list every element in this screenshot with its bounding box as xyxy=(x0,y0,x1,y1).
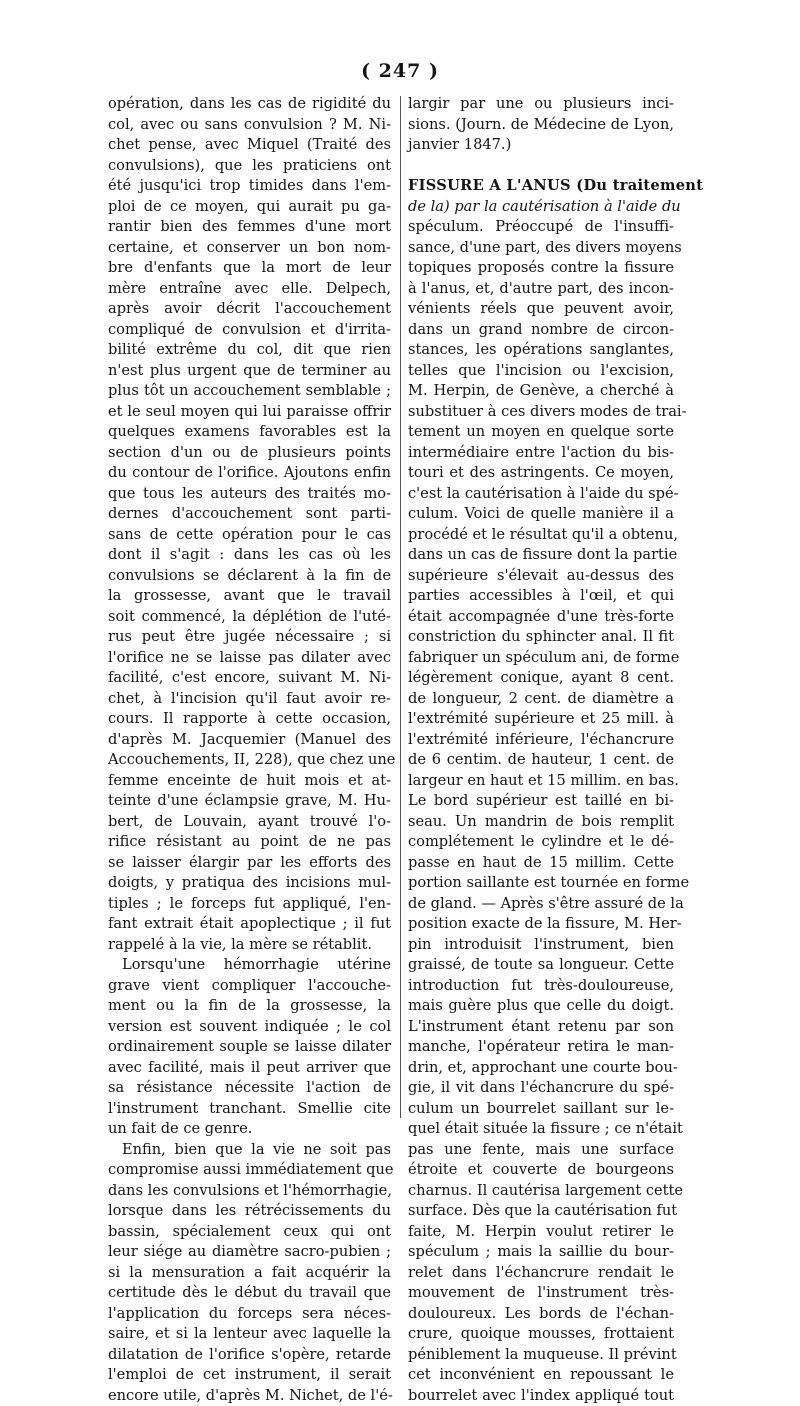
text-line: que tous les auteurs des traités mo- xyxy=(108,484,391,505)
text-line: convulsions), que les praticiens ont xyxy=(108,156,391,177)
text-line: l'instrument tranchant. Smellie cite xyxy=(108,1099,391,1120)
text-line: d'après M. Jacquemier (Manuel des xyxy=(108,730,391,751)
text-line: intermédiaire entre l'action du bis- xyxy=(408,443,674,464)
text-line: légèrement conique, ayant 8 cent. xyxy=(408,668,674,689)
text-line: dans un grand nombre de circon- xyxy=(408,320,674,341)
text-line: ment ou la fin de la grossesse, la xyxy=(108,996,391,1017)
text-line: ploi de ce moyen, qui aurait pu ga- xyxy=(108,197,391,218)
text-line: chet pense, avec Miquel (Traité des xyxy=(108,135,391,156)
text-line: relet dans l'échancrure rendait le xyxy=(408,1263,674,1284)
text-line: stances, les opérations sanglantes, xyxy=(408,340,674,361)
text-line: quelques examens favorables est la xyxy=(108,422,391,443)
text-line: touri et des astringents. Ce moyen, xyxy=(408,463,674,484)
text-line: largeur en haut et 15 millim. en bas. xyxy=(408,771,674,792)
text-line: lorsque dans les rétrécissements du xyxy=(108,1201,391,1222)
text-line: avec facilité, mais il peut arriver que xyxy=(108,1058,391,1079)
text-line: teinte d'une éclampsie grave, M. Hu- xyxy=(108,791,391,812)
text-line: dernes d'accouchement sont parti- xyxy=(108,504,391,525)
text-line: l'application du forceps sera néces- xyxy=(108,1304,391,1325)
text-line: seau. Un mandrin de bois remplit xyxy=(408,812,674,833)
text-line: Accouchements, II, 228), que chez une xyxy=(108,750,391,771)
text-line: constriction du sphincter anal. Il fit xyxy=(408,627,674,648)
text-line: complétement le cylindre et le dé- xyxy=(408,832,674,853)
text-line: faite, M. Herpin voulut retirer le xyxy=(408,1222,674,1243)
text-line: position exacte de la fissure, M. Her- xyxy=(408,914,674,935)
text-line: supérieure s'élevait au-dessus des xyxy=(408,566,674,587)
text-line: leur siége au diamètre sacro-pubien ; xyxy=(108,1242,391,1263)
text-line: était accompagnée d'une très-forte xyxy=(408,607,674,628)
text-line: plus tôt un accouchement semblable ; xyxy=(108,381,391,402)
text-line: sions. (Journ. de Médecine de Lyon, xyxy=(408,115,674,136)
left-column xyxy=(108,94,391,1406)
text-line: telles que l'incision ou l'excision, xyxy=(408,361,674,382)
right-column xyxy=(408,94,674,1406)
column-divider xyxy=(400,96,401,1118)
text-line: janvier 1847.) xyxy=(408,135,674,156)
text-line: Le bord supérieur est taillé en bi- xyxy=(408,791,674,812)
text-line: culum. Voici de quelle manière il a xyxy=(408,504,674,525)
text-line: saire, et si la lenteur avec laquelle la xyxy=(108,1324,391,1345)
text-line: certaine, et conserver un bon nom- xyxy=(108,238,391,259)
text-line: de 6 centim. de hauteur, 1 cent. de xyxy=(408,750,674,771)
text-line: mais guère plus que celle du doigt. xyxy=(408,996,674,1017)
text-line: section d'un ou de plusieurs points xyxy=(108,443,391,464)
text-line: été jusqu'ici trop timides dans l'em- xyxy=(108,176,391,197)
text-line: fabriquer un spéculum ani, de forme xyxy=(408,648,674,669)
text-line: manche, l'opérateur retira le man- xyxy=(408,1037,674,1058)
text-line: l'extrémité supérieure et 25 mill. à xyxy=(408,709,674,730)
text-line: ordinairement souple se laisse dilater xyxy=(108,1037,391,1058)
text-line: bre d'enfants que la mort de leur xyxy=(108,258,391,279)
text-line: introduction fut très-douloureuse, xyxy=(408,976,674,997)
text-line: compliqué de convulsion et d'irrita- xyxy=(108,320,391,341)
text-line: Enfin, bien que la vie ne soit pas xyxy=(108,1140,391,1161)
text-line: pas une fente, mais une surface xyxy=(408,1140,674,1161)
text-line: bilité extrême du col, dit que rien xyxy=(108,340,391,361)
text-line: convulsions se déclarent à la fin de xyxy=(108,566,391,587)
text-line: dans les convulsions et l'hémorrhagie, xyxy=(108,1181,391,1202)
text-line: la grossesse, avant que le travail xyxy=(108,586,391,607)
page-number: ( 247 ) xyxy=(0,60,800,82)
text-line: de la) par la cautérisation à l'aide du xyxy=(408,197,674,218)
text-line: dans un cas de fissure dont la partie xyxy=(408,545,674,566)
text-line: compromise aussi immédiatement que xyxy=(108,1160,391,1181)
text-line: rifice résistant au point de ne pas xyxy=(108,832,391,853)
text-line: largir par une ou plusieurs inci- xyxy=(408,94,674,115)
text-line: rantir bien des femmes d'une mort xyxy=(108,217,391,238)
text-line: l'orifice ne se laisse pas dilater avec xyxy=(108,648,391,669)
text-line: cet inconvénient en repoussant le xyxy=(408,1365,674,1386)
text-line: soit commencé, la déplétion de l'uté- xyxy=(108,607,391,628)
text-line: du contour de l'orifice. Ajoutons enfin xyxy=(108,463,391,484)
text-line: grave vient compliquer l'accouche- xyxy=(108,976,391,997)
text-line: après avoir décrit l'accouchement xyxy=(108,299,391,320)
text-line: drin, et, approchant une courte bou- xyxy=(408,1058,674,1079)
text-line: version est souvent indiquée ; le col xyxy=(108,1017,391,1038)
text-line: charnus. Il cautérisa largement cette xyxy=(408,1181,674,1202)
text-line: substituer à ces divers modes de trai- xyxy=(408,402,674,423)
text-line: parties accessibles à l'œil, et qui xyxy=(408,586,674,607)
text-line: pin introduisit l'instrument, bien xyxy=(408,935,674,956)
text-line: Lorsqu'une hémorrhagie utérine xyxy=(108,955,391,976)
text-line: col, avec ou sans convulsion ? M. Ni- xyxy=(108,115,391,136)
text-line: sans de cette opération pour le cas xyxy=(108,525,391,546)
text-line: douloureux. Les bords de l'échan- xyxy=(408,1304,674,1325)
text-line: étroite et couverte de bourgeons xyxy=(408,1160,674,1181)
text-line: graissé, de toute sa longueur. Cette xyxy=(408,955,674,976)
text-line: cours. Il rapporte à cette occasion, xyxy=(108,709,391,730)
text-line: tement un moyen en quelque sorte xyxy=(408,422,674,443)
text-line: à l'anus, et, d'autre part, des incon- xyxy=(408,279,674,300)
text-line: c'est la cautérisation à l'aide du spé- xyxy=(408,484,674,505)
text-line: portion saillante est tournée en forme xyxy=(408,873,674,894)
text-line: L'instrument étant retenu par son xyxy=(408,1017,674,1038)
text-line: rappelé à la vie, la mère se rétablit. xyxy=(108,935,391,956)
text-line: bourrelet avec l'index appliqué tout xyxy=(408,1386,674,1406)
text-line: doigts, y pratiqua des incisions mul- xyxy=(108,873,391,894)
text-line: l'emploi de cet instrument, il serait xyxy=(108,1365,391,1386)
text-line: dont il s'agit : dans les cas où les xyxy=(108,545,391,566)
text-line: de gland. — Après s'être assuré de la xyxy=(408,894,674,915)
text-line: surface. Dès que la cautérisation fut xyxy=(408,1201,674,1222)
text-line: spéculum ; mais la saillie du bour- xyxy=(408,1242,674,1263)
text-line: si la mensuration a fait acquérir la xyxy=(108,1263,391,1284)
text-line: certitude dès le début du travail que xyxy=(108,1283,391,1304)
text-line: procédé et le résultat qu'il a obtenu, xyxy=(408,525,674,546)
text-line: péniblement la muqueuse. Il prévint xyxy=(408,1345,674,1366)
text-line: un fait de ce genre. xyxy=(108,1119,391,1140)
text-line: mère entraîne avec elle. Delpech, xyxy=(108,279,391,300)
text-line: encore utile, d'après M. Nichet, de l'é- xyxy=(108,1386,391,1406)
text-line: se laisser élargir par les efforts des xyxy=(108,853,391,874)
text-line: facilité, c'est encore, suivant M. Ni- xyxy=(108,668,391,689)
text-line: tiples ; le forceps fut appliqué, l'en- xyxy=(108,894,391,915)
text-line: femme enceinte de huit mois et at- xyxy=(108,771,391,792)
blank-line xyxy=(408,156,674,177)
text-line: et le seul moyen qui lui paraisse offrir xyxy=(108,402,391,423)
text-line: chet, à l'incision qu'il faut avoir re- xyxy=(108,689,391,710)
text-line: gie, il vit dans l'échancrure du spé- xyxy=(408,1078,674,1099)
text-line: n'est plus urgent que de terminer au xyxy=(108,361,391,382)
section-heading: FISSURE A L'ANUS (Du traitement xyxy=(408,176,674,197)
text-line: fant extrait était apoplectique ; il fut xyxy=(108,914,391,935)
text-line: dilatation de l'orifice s'opère, retarde xyxy=(108,1345,391,1366)
text-line: mouvement de l'instrument très- xyxy=(408,1283,674,1304)
text-line: spéculum. Préoccupé de l'insuffi- xyxy=(408,217,674,238)
text-line: l'extrémité inférieure, l'échancrure xyxy=(408,730,674,751)
text-line: vénients réels que peuvent avoir, xyxy=(408,299,674,320)
text-line: topiques proposés contre la fissure xyxy=(408,258,674,279)
text-line: sa résistance nécessite l'action de xyxy=(108,1078,391,1099)
text-line: bert, de Louvain, ayant trouvé l'o- xyxy=(108,812,391,833)
text-line: opération, dans les cas de rigidité du xyxy=(108,94,391,115)
text-line: passe en haut de 15 millim. Cette xyxy=(408,853,674,874)
text-line: crure, quoique mousses, frottaient xyxy=(408,1324,674,1345)
text-line: sance, d'une part, des divers moyens xyxy=(408,238,674,259)
text-line: bassin, spécialement ceux qui ont xyxy=(108,1222,391,1243)
text-line: M. Herpin, de Genève, a cherché à xyxy=(408,381,674,402)
text-line: de longueur, 2 cent. de diamètre a xyxy=(408,689,674,710)
text-line: culum un bourrelet saillant sur le- xyxy=(408,1099,674,1120)
text-line: quel était située la fissure ; ce n'était xyxy=(408,1119,674,1140)
text-line: rus peut être jugée nécessaire ; si xyxy=(108,627,391,648)
